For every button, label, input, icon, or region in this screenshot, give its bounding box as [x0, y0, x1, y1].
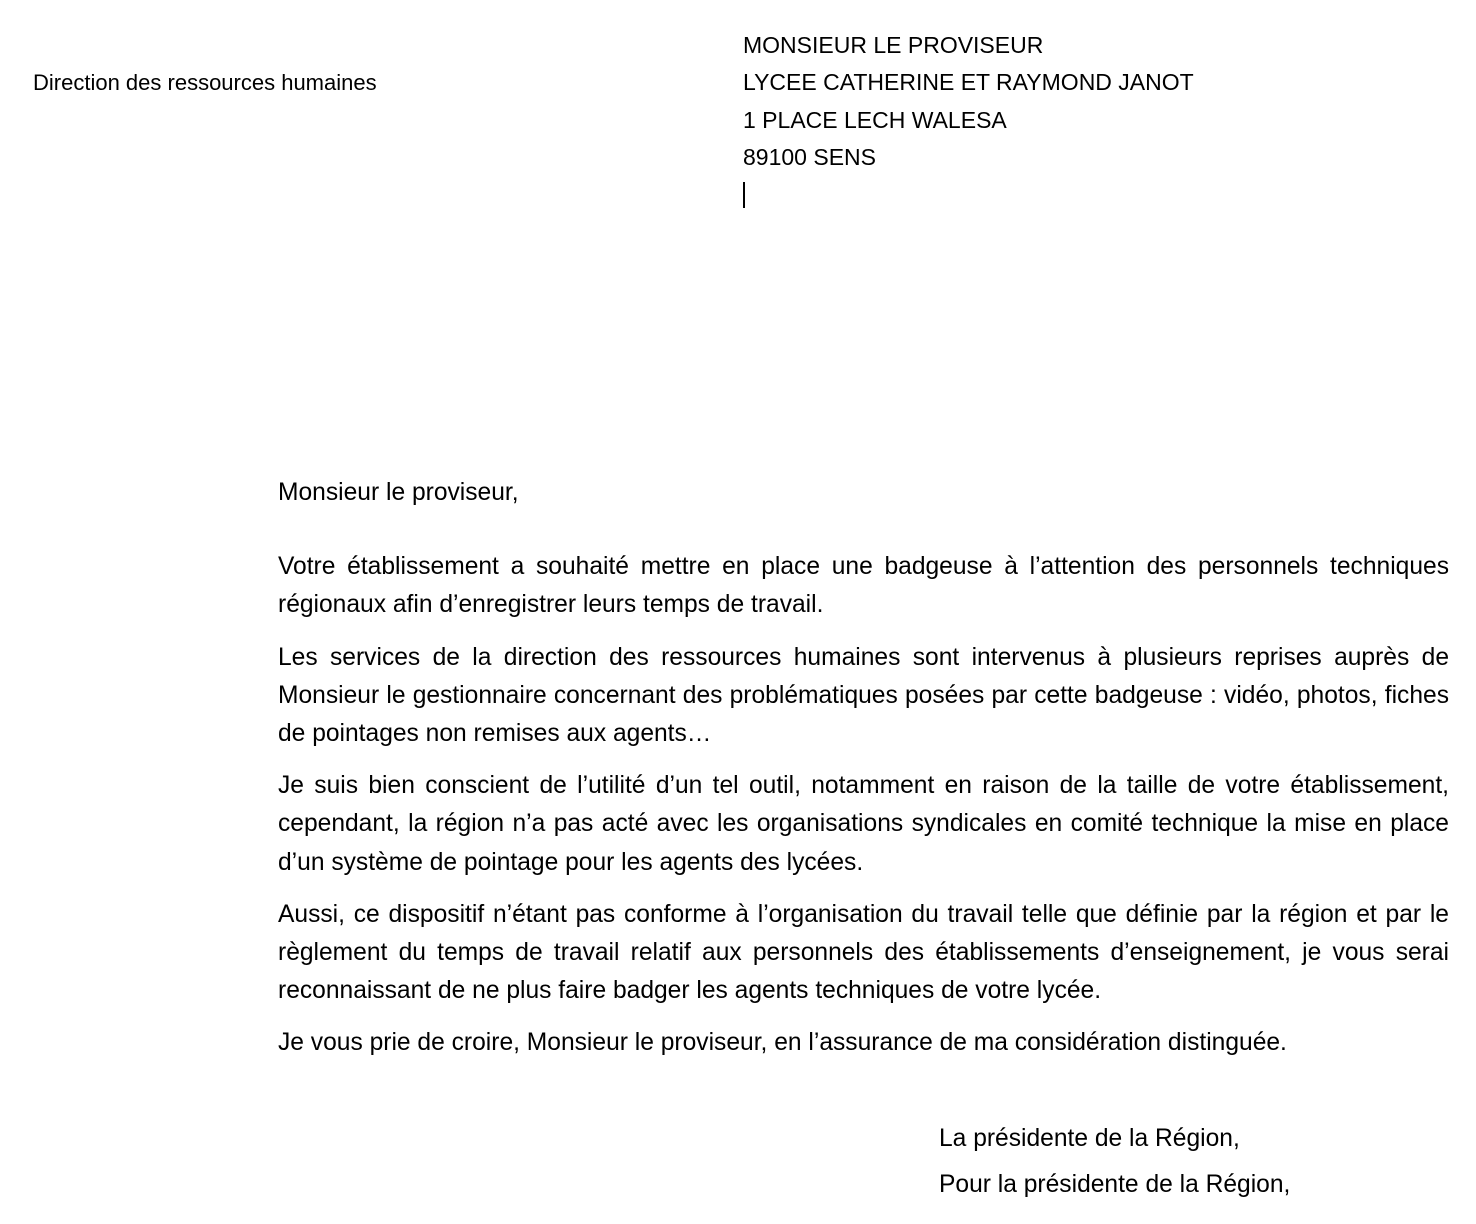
signature-block	[939, 1121, 1290, 1213]
paragraph-interventions: Les services de la direction des ressources humaines sont intervenus à plusieurs reprises auprès de Monsieur le gestionnaire concernant des problématiques posées par cette badgeuse : vidéo, photos, fiches de pointages non remises aux agents…	[278, 643, 1449, 748]
signature-delegation: Pour la présidente de la Région,	[939, 1171, 1291, 1198]
recipient-name: MONSIEUR LE PROVISEUR	[743, 32, 1044, 58]
recipient-city: 89100 SENS	[743, 143, 876, 170]
paragraph-context: Je suis bien conscient de l’utilité d’un tel outil, notamment en raison de la taille de votre établissement, cependant, la région n’a pas acté avec les organisations syndicales en comité technique la mise en place d’un système de pointage pour les agents des lycées.	[278, 772, 1449, 876]
sender-department: Direction des ressources humaines	[33, 70, 377, 95]
recipient-address-block	[743, 31, 1194, 180]
recipient-street: 1 PLACE LECH WALESA	[743, 106, 1007, 133]
paragraph-request: Aussi, ce dispositif n’étant pas conforme à l’organisation du travail telle que définie par la région et par le règlement du temps de travail relatif aux personnels des établissements d’enseignement, je vous serai reconnaissant de ne plus faire badger les agents techniques de votre lycée.	[278, 900, 1449, 1005]
recipient-institution: LYCEE CATHERINE ET RAYMOND JANOT	[743, 69, 1194, 96]
letter-body[interactable]	[278, 474, 1449, 1077]
paragraph-closing: Je vous prie de croire, Monsieur le proviseur, en l’assurance de ma considération distinguée.	[278, 1029, 1287, 1057]
paragraph-intro: Votre établissement a souhaité mettre en place une badgeuse à l’attention des personnels techniques régionaux afin d’enregistrer leurs temps de travail.	[278, 553, 1449, 619]
signature-title: La présidente de la Région,	[939, 1125, 1240, 1152]
text-cursor[interactable]	[743, 182, 745, 208]
salutation: Monsieur le proviseur,	[278, 479, 519, 506]
